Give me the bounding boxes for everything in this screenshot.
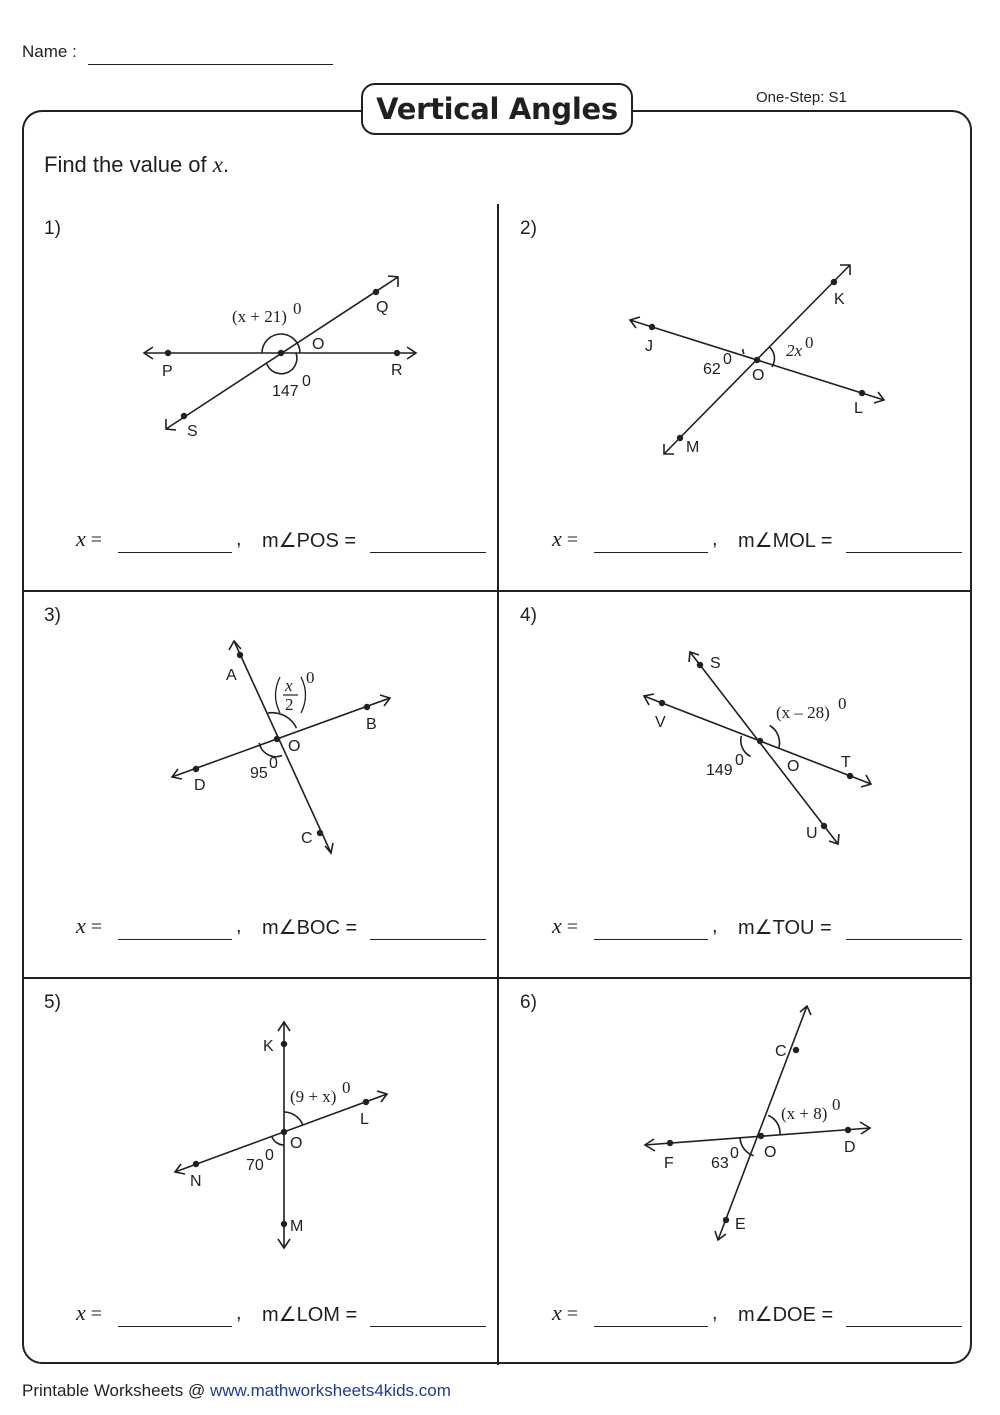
angle-arc-left: [743, 349, 744, 354]
point-f: [667, 1140, 673, 1146]
point-s: [181, 413, 187, 419]
problem-number: 5): [44, 992, 61, 1013]
x-answer-blank[interactable]: [118, 552, 232, 553]
label-a: A: [226, 667, 237, 684]
label-m: M: [686, 439, 700, 456]
point-b: [364, 704, 370, 710]
degree-given: 0: [269, 755, 278, 772]
measure-answer-blank[interactable]: [846, 552, 962, 553]
angle-expr: (9 + x): [290, 1087, 337, 1106]
label-o: O: [752, 367, 765, 384]
answer-eq: =: [561, 529, 579, 551]
label-d: D: [844, 1139, 856, 1156]
label-t: T: [841, 754, 851, 771]
page-title: Vertical Angles: [376, 92, 618, 126]
problem-2: [498, 204, 974, 590]
problem-4: [498, 591, 974, 977]
answer-var: x: [552, 526, 562, 551]
line-db: [172, 698, 390, 777]
answer-eq: =: [85, 529, 103, 551]
answer-row: [498, 1300, 974, 1330]
point-q: [373, 289, 379, 295]
angle-arc-right: [284, 1112, 303, 1125]
measure-answer-blank[interactable]: [846, 939, 962, 940]
angle-expr: 2x: [786, 341, 803, 360]
point-o: [274, 736, 280, 742]
label-u: U: [806, 825, 818, 842]
answer-comma: ,: [712, 1302, 718, 1324]
angle-given: 147: [272, 383, 299, 400]
point-o: [757, 738, 763, 744]
answer-var: x: [76, 526, 86, 551]
answer-x-label: [552, 913, 578, 939]
angle-arc-bottom: [267, 353, 297, 374]
answer-var: x: [552, 1300, 562, 1325]
point-m: [281, 1221, 287, 1227]
answer-eq: =: [561, 916, 579, 938]
answer-comma: ,: [236, 528, 242, 550]
measure-answer-blank[interactable]: [846, 1326, 962, 1327]
point-d: [193, 766, 199, 772]
label-r: R: [391, 362, 403, 379]
diagram-5: [22, 978, 498, 1298]
angle-given: 62: [703, 361, 721, 378]
measure-label: m∠POS =: [262, 530, 357, 552]
angle-expr-fraction: [276, 668, 315, 714]
label-v: V: [655, 714, 666, 731]
point-o: [278, 350, 284, 356]
label-o: O: [764, 1144, 777, 1161]
label-m: M: [290, 1218, 304, 1235]
title-box: [361, 83, 633, 135]
fraction-paren-right: [301, 677, 306, 713]
answer-var: x: [552, 913, 562, 938]
diagram-2: [498, 204, 974, 524]
x-answer-blank[interactable]: [118, 1326, 232, 1327]
problem-number: 2): [520, 218, 537, 239]
degree-expr: 0: [306, 668, 315, 687]
angle-given: 63: [711, 1155, 729, 1172]
point-o: [281, 1129, 287, 1135]
diagram-1: [22, 204, 498, 524]
point-e: [723, 1217, 729, 1223]
answer-var: x: [76, 1300, 86, 1325]
label-k: K: [834, 291, 845, 308]
degree-expr: 0: [342, 1078, 351, 1097]
degree-expr: 0: [805, 333, 814, 352]
point-v: [659, 700, 665, 706]
instruction-var: x: [212, 152, 224, 177]
line-ac: [234, 641, 331, 853]
point-u: [821, 823, 827, 829]
label-o: O: [312, 336, 325, 353]
answer-comma: ,: [236, 915, 242, 937]
point-o: [758, 1133, 764, 1139]
answer-eq: =: [85, 916, 103, 938]
instruction-text: Find the value of: [44, 152, 207, 177]
label-l: L: [854, 400, 863, 417]
measure-label: m∠MOL =: [738, 530, 833, 552]
point-l: [859, 390, 865, 396]
measure-label: m∠TOU =: [738, 917, 832, 939]
degree-given: 0: [730, 1145, 739, 1162]
problem-5: [22, 978, 498, 1364]
angle-expr: (x – 28): [776, 703, 830, 722]
problem-number: 4): [520, 605, 537, 626]
answer-comma: ,: [712, 915, 718, 937]
instruction-suffix: .: [223, 152, 230, 177]
degree-given: 0: [735, 752, 744, 769]
diagram-6: [498, 978, 974, 1298]
measure-label: m∠LOM =: [262, 1304, 358, 1326]
label-d: D: [194, 777, 206, 794]
point-a: [237, 652, 243, 658]
point-l: [363, 1099, 369, 1105]
answer-x-label: [552, 1300, 578, 1326]
measure-answer-blank[interactable]: [370, 1326, 486, 1327]
angle-arc-right: [768, 1115, 780, 1135]
angle-given: 149: [706, 762, 733, 779]
point-j: [649, 324, 655, 330]
problem-number: 1): [44, 218, 61, 239]
answer-var: x: [76, 913, 86, 938]
degree-given: 0: [265, 1147, 274, 1164]
label-c: C: [775, 1043, 787, 1060]
answer-row: [498, 913, 974, 943]
arrow-s: [166, 419, 176, 430]
footer-text: Printable Worksheets @: [22, 1381, 210, 1400]
answer-row: [498, 526, 974, 556]
name-line[interactable]: [88, 64, 333, 65]
name-label: Name :: [22, 42, 77, 61]
arrow-q: [388, 276, 398, 287]
measure-answer-blank[interactable]: [370, 552, 486, 553]
point-t: [847, 773, 853, 779]
answer-x-label: [552, 526, 578, 552]
answer-row: [22, 913, 498, 943]
point-n: [193, 1161, 199, 1167]
point-p: [165, 350, 171, 356]
label-l: L: [360, 1111, 369, 1128]
x-answer-blank[interactable]: [594, 552, 708, 553]
problem-3: [22, 591, 498, 977]
problem-6: [498, 978, 974, 1364]
problem-number: 6): [520, 992, 537, 1013]
label-n: N: [190, 1173, 202, 1190]
measure-label: m∠BOC =: [262, 917, 358, 939]
angle-expr-den: 2: [285, 695, 294, 714]
footer: [22, 1381, 451, 1401]
diagram-4: [498, 591, 974, 911]
answer-comma: ,: [236, 1302, 242, 1324]
answer-x-label: [76, 913, 102, 939]
label-j: J: [645, 338, 653, 355]
x-answer-blank[interactable]: [118, 939, 232, 940]
diagram-3: [22, 591, 498, 911]
subtitle: One-Step: S1: [756, 89, 847, 106]
label-k: K: [263, 1038, 274, 1055]
label-e: E: [735, 1216, 746, 1233]
problem-number: 3): [44, 605, 61, 626]
answer-comma: ,: [712, 528, 718, 550]
instruction: [44, 152, 229, 178]
angle-expr-num: x: [285, 676, 293, 695]
point-k: [831, 279, 837, 285]
label-p: P: [162, 363, 173, 380]
measure-answer-blank[interactable]: [370, 939, 486, 940]
angle-given: 95: [250, 765, 268, 782]
label-f: F: [664, 1155, 674, 1172]
degree-expr: 0: [832, 1095, 841, 1114]
point-c: [317, 830, 323, 836]
angle-expr: (x + 21): [232, 307, 287, 326]
answer-eq: =: [561, 1303, 579, 1325]
degree-expr: 0: [838, 694, 847, 713]
label-o: O: [787, 758, 800, 775]
measure-label: m∠DOE =: [738, 1304, 834, 1326]
point-d: [845, 1127, 851, 1133]
answer-x-label: [76, 1300, 102, 1326]
arrow-a: [229, 641, 241, 650]
angle-arc-left: [272, 1137, 284, 1146]
answer-x-label: [76, 526, 102, 552]
line-ce: [718, 1006, 807, 1240]
x-answer-blank[interactable]: [594, 939, 708, 940]
problem-1: [22, 204, 498, 590]
label-c: C: [301, 830, 313, 847]
label-b: B: [366, 716, 377, 733]
line-su: [690, 652, 838, 844]
label-o: O: [288, 738, 301, 755]
degree-given: 0: [302, 373, 311, 390]
label-s: S: [710, 655, 721, 672]
answer-row: [22, 1300, 498, 1330]
angle-expr: (x + 8): [781, 1104, 828, 1123]
footer-link[interactable]: www.mathworksheets4kids.com: [209, 1381, 451, 1400]
point-c: [793, 1047, 799, 1053]
answer-eq: =: [85, 1303, 103, 1325]
fraction-paren-left: [276, 677, 281, 713]
label-o: O: [290, 1135, 303, 1152]
point-k: [281, 1041, 287, 1047]
point-r: [394, 350, 400, 356]
point-m: [677, 435, 683, 441]
x-answer-blank[interactable]: [594, 1326, 708, 1327]
label-q: Q: [376, 299, 389, 316]
point-s: [697, 662, 703, 668]
answer-row: [22, 526, 498, 556]
degree-expr: 0: [293, 299, 302, 318]
point-o: [754, 357, 760, 363]
label-s: S: [187, 423, 198, 440]
angle-given: 70: [246, 1157, 264, 1174]
degree-given: 0: [723, 351, 732, 368]
